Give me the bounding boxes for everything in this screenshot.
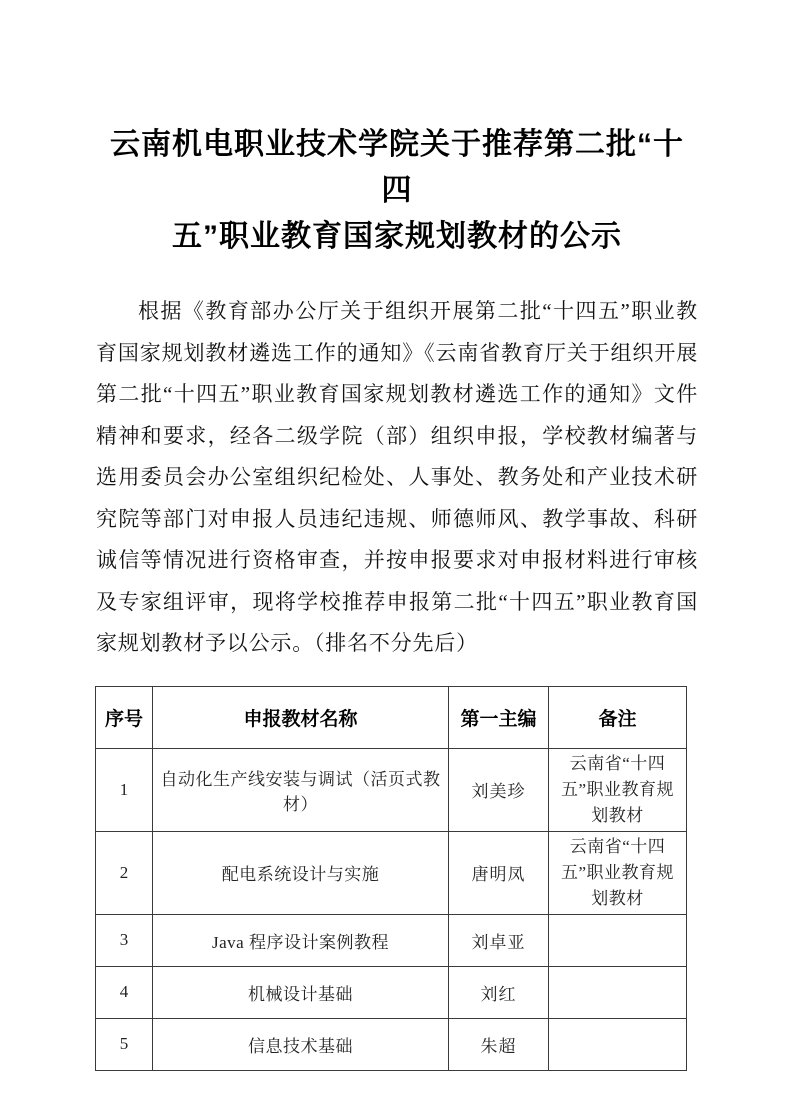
cell-first-editor: 朱超 [449, 1018, 549, 1070]
header-remark: 备注 [549, 686, 687, 748]
cell-seq-no: 3 [96, 914, 153, 966]
table-row [96, 1018, 687, 1070]
page-title-line-2: 五”职业教育国家规划教材的公示 [172, 220, 622, 253]
cell-textbook-name: 配电系统设计与实施 [153, 831, 449, 914]
cell-textbook-name: 机械设计基础 [153, 966, 449, 1018]
table-row [96, 831, 687, 914]
cell-textbook-name: Java 程序设计案例教程 [153, 914, 449, 966]
cell-remark: 云南省“十四五”职业教育规划教材 [549, 748, 687, 831]
cell-remark [549, 966, 687, 1018]
page-title-line-1: 云南机电职业技术学院关于推荐第二批“十四 [110, 128, 684, 207]
cell-first-editor: 刘卓亚 [449, 914, 549, 966]
cell-seq-no: 4 [96, 966, 153, 1018]
body-paragraph: 根据《教育部办公厅关于组织开展第二批“十四五”职业教育国家规划教材遴选工作的通知》《云南省教育厅关于组织开展第二批“十四五”职业教育国家规划教材遴选工作的通知》文件精神和要求，经各二级学院（部）组织申报，学校教材编著与选用委员会办公室组织纪检处、人事处、教务处和产业技术研究院等部门对申报人员违纪违规、师德师风、教学事故、科研诚信等情况进行资格审查，并按申报要求对申报材料进行审核及专家组评审，现将学校推荐申报第二批“十四五”职业教育国家规划教材予以公示。（排名不分先后） [96, 299, 698, 655]
header-textbook-name: 申报教材名称 [153, 686, 449, 748]
cell-first-editor: 刘红 [449, 966, 549, 1018]
header-seq-no: 序号 [96, 686, 153, 748]
table-row [96, 914, 687, 966]
header-first-editor: 第一主编 [449, 686, 549, 748]
cell-remark [549, 1018, 687, 1070]
cell-remark: 云南省“十四五”职业教育规划教材 [549, 831, 687, 914]
table-row [96, 748, 687, 831]
table-row [96, 966, 687, 1018]
table-header-row [96, 686, 687, 748]
cell-seq-no: 5 [96, 1018, 153, 1070]
cell-textbook-name: 自动化生产线安装与调试（活页式教材） [153, 748, 449, 831]
page-title [96, 122, 698, 260]
textbook-table [95, 686, 687, 1071]
cell-first-editor: 唐明凤 [449, 831, 549, 914]
cell-seq-no: 1 [96, 748, 153, 831]
cell-textbook-name: 信息技术基础 [153, 1018, 449, 1070]
cell-seq-no: 2 [96, 831, 153, 914]
cell-remark [549, 914, 687, 966]
cell-first-editor: 刘美珍 [449, 748, 549, 831]
